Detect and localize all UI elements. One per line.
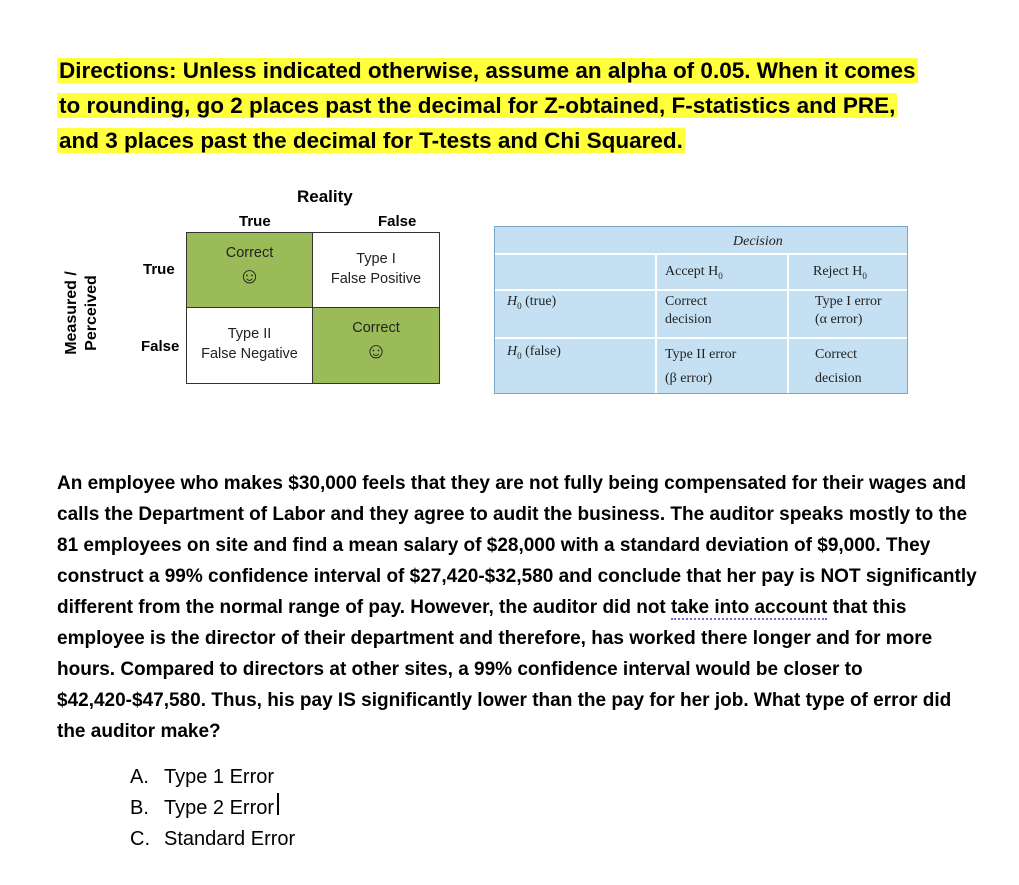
- type-1-label: Type I: [356, 251, 396, 267]
- option-letter: C.: [130, 828, 150, 850]
- reject-h0-header: [813, 263, 867, 285]
- subscript: 0: [718, 270, 723, 281]
- option-c[interactable]: [130, 824, 295, 855]
- cell-line: decision: [665, 312, 712, 327]
- option-text: Type 1 Error: [164, 766, 275, 788]
- cell-line: (α error): [815, 312, 863, 327]
- question-part-1: An employee who makes $30,000 feels that they are not fully being compensated for their wages and calls the Department of Labor and they agree to audit the business. The auditor speaks mostly to the 81 employees on site and find a mean salary of $28,000 with a standard deviation of $9,000. They construct a 99% confidence interval of $27,420-$32,580 and conclude that her pay is NOT significantly different from the normal range of pay. However, the auditor did not: [57, 473, 977, 618]
- cell-line: Correct: [815, 347, 857, 362]
- option-text: Standard Error: [164, 828, 296, 850]
- false-negative-label: False Negative: [201, 346, 298, 362]
- subscript: 0: [517, 300, 522, 311]
- column-true-label: True: [239, 213, 271, 230]
- reject-text: Reject H: [813, 264, 863, 279]
- cell-true-true: [187, 233, 313, 308]
- question-text: [57, 468, 982, 747]
- question-part-2: that this employee is the director of their department and therefore, has worked there longer and for more hours. Compared to directors at other sites, a 99% confidence interval would be closer to $42,420-$47,580. Thus, his pay IS significantly lower than the pay for her job. What type of error did the auditor make?: [57, 597, 952, 742]
- decision-header: Decision: [733, 234, 783, 249]
- cell-line: Type II error: [665, 347, 737, 362]
- cell-line: decision: [815, 371, 862, 386]
- measured-perceived-axis: [62, 258, 122, 368]
- false-text: (false): [521, 344, 561, 359]
- reality-title: Reality: [297, 187, 353, 206]
- h-symbol: H: [507, 344, 518, 359]
- table-divider: [495, 337, 907, 339]
- cell-line: Type I error: [815, 294, 882, 309]
- smiley-icon: ☺: [238, 263, 261, 288]
- subscript: 0: [517, 350, 522, 361]
- axis-label-line-2: Perceived: [83, 275, 100, 351]
- option-letter: A.: [130, 766, 149, 788]
- option-b[interactable]: [130, 793, 295, 824]
- cell-true-true-text: Correct: [225, 245, 274, 261]
- accept-h0-header: [665, 263, 723, 285]
- cell-false-false-text: Correct: [352, 320, 400, 336]
- false-positive-label: False Positive: [330, 271, 422, 287]
- cell-false-false: [313, 308, 439, 383]
- smiley-icon: ☺: [364, 338, 388, 363]
- table-divider: [787, 255, 789, 393]
- cell-correct-decision-2: [815, 343, 862, 391]
- answer-options: [130, 762, 295, 855]
- option-letter: B.: [130, 797, 149, 819]
- axis-label-line-1: Measured /: [63, 271, 80, 355]
- cell-line: Correct: [665, 294, 707, 309]
- h-symbol: H: [507, 294, 518, 309]
- option-a[interactable]: [130, 762, 295, 793]
- row-true-label: True: [143, 261, 175, 278]
- text-cursor: [277, 793, 279, 815]
- directions-line-3: and 3 places past the decimal for T-tests and Chi Squared.: [59, 128, 683, 153]
- directions-block: [57, 53, 987, 158]
- h0-true-label: [507, 293, 556, 315]
- column-false-label: False: [378, 213, 417, 230]
- table-divider: [495, 253, 907, 255]
- h0-false-label: [507, 343, 561, 365]
- cell-line: (β error): [665, 371, 713, 386]
- table-divider: [655, 255, 657, 393]
- subscript: 0: [862, 270, 867, 281]
- decision-table: [494, 226, 908, 394]
- matrix-grid: [186, 232, 440, 384]
- directions-line-2: to rounding, go 2 places past the decimal for Z-obtained, F-statistics and PRE,: [59, 93, 896, 118]
- cell-type-1-error: [815, 293, 882, 329]
- cell-false-true: [187, 308, 313, 383]
- row-false-label: False: [141, 338, 180, 355]
- cell-correct-decision-1: [665, 293, 712, 329]
- option-text: Type 2 Error: [164, 797, 275, 819]
- accept-text: Accept H: [665, 264, 719, 279]
- cell-type-2-error: [665, 343, 736, 391]
- grammar-flagged-phrase[interactable]: take into account: [671, 597, 828, 618]
- type-2-label: Type II: [227, 326, 272, 342]
- directions-line-1: Directions: Unless indicated otherwise, assume an alpha of 0.05. When it comes: [59, 58, 916, 83]
- cell-true-false: [313, 233, 439, 308]
- table-divider: [495, 289, 907, 291]
- true-text: (true): [521, 294, 557, 309]
